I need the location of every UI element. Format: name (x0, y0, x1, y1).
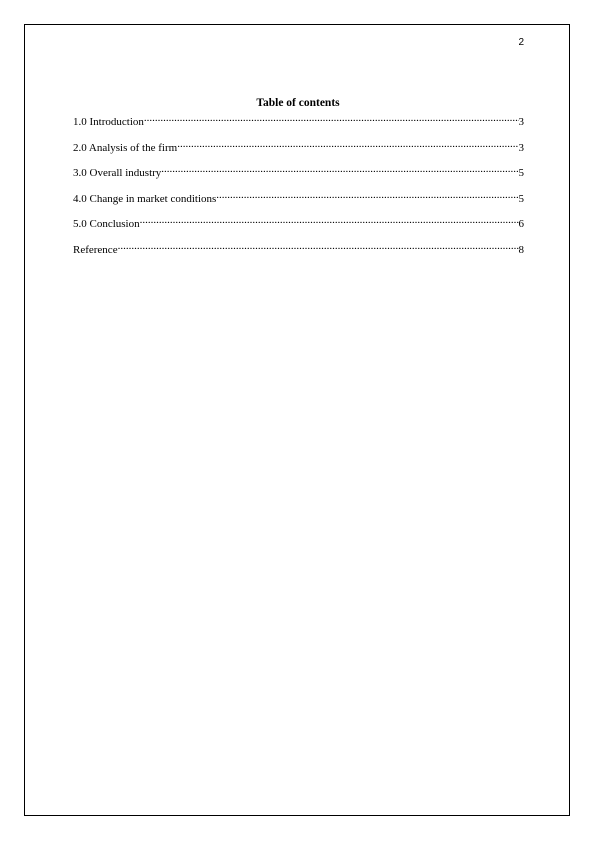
toc-dot-leader (216, 189, 518, 202)
toc-entry-page: 5 (518, 192, 524, 205)
toc-entry-overall-industry[interactable] (73, 163, 524, 180)
toc-entry-page: 8 (518, 243, 524, 256)
toc-title: Table of contents (256, 97, 340, 109)
toc-entry-label: 1.0 Introduction (73, 116, 144, 128)
toc-dot-leader (161, 163, 518, 176)
toc-entry-label: Reference (73, 243, 118, 256)
toc-entry-conclusion[interactable] (73, 214, 524, 231)
toc-dot-leader (144, 112, 519, 125)
toc-dot-leader (118, 240, 519, 253)
toc-entry-analysis-of-the-firm[interactable] (73, 138, 524, 154)
toc-entry-page: 3 (518, 116, 524, 128)
toc-dot-leader (177, 138, 518, 151)
toc-entry-label: 3.0 Overall industry (73, 167, 162, 180)
toc-entry-page: 3 (518, 141, 524, 154)
toc-entry-change-in-market-conditions[interactable] (73, 189, 524, 205)
toc-entry-label: 4.0 Change in market conditions (73, 192, 217, 205)
toc-entry-label: 2.0 Analysis of the firm (73, 141, 178, 154)
toc-entry-page: 6 (518, 218, 524, 231)
table-of-contents (73, 112, 524, 266)
toc-entry-label: 5.0 Conclusion (73, 218, 140, 231)
toc-entry-page: 5 (518, 167, 524, 180)
toc-entry-introduction[interactable] (73, 112, 524, 128)
page-number: 2 (518, 37, 524, 48)
toc-entry-reference[interactable] (73, 240, 524, 256)
toc-dot-leader (140, 214, 519, 227)
